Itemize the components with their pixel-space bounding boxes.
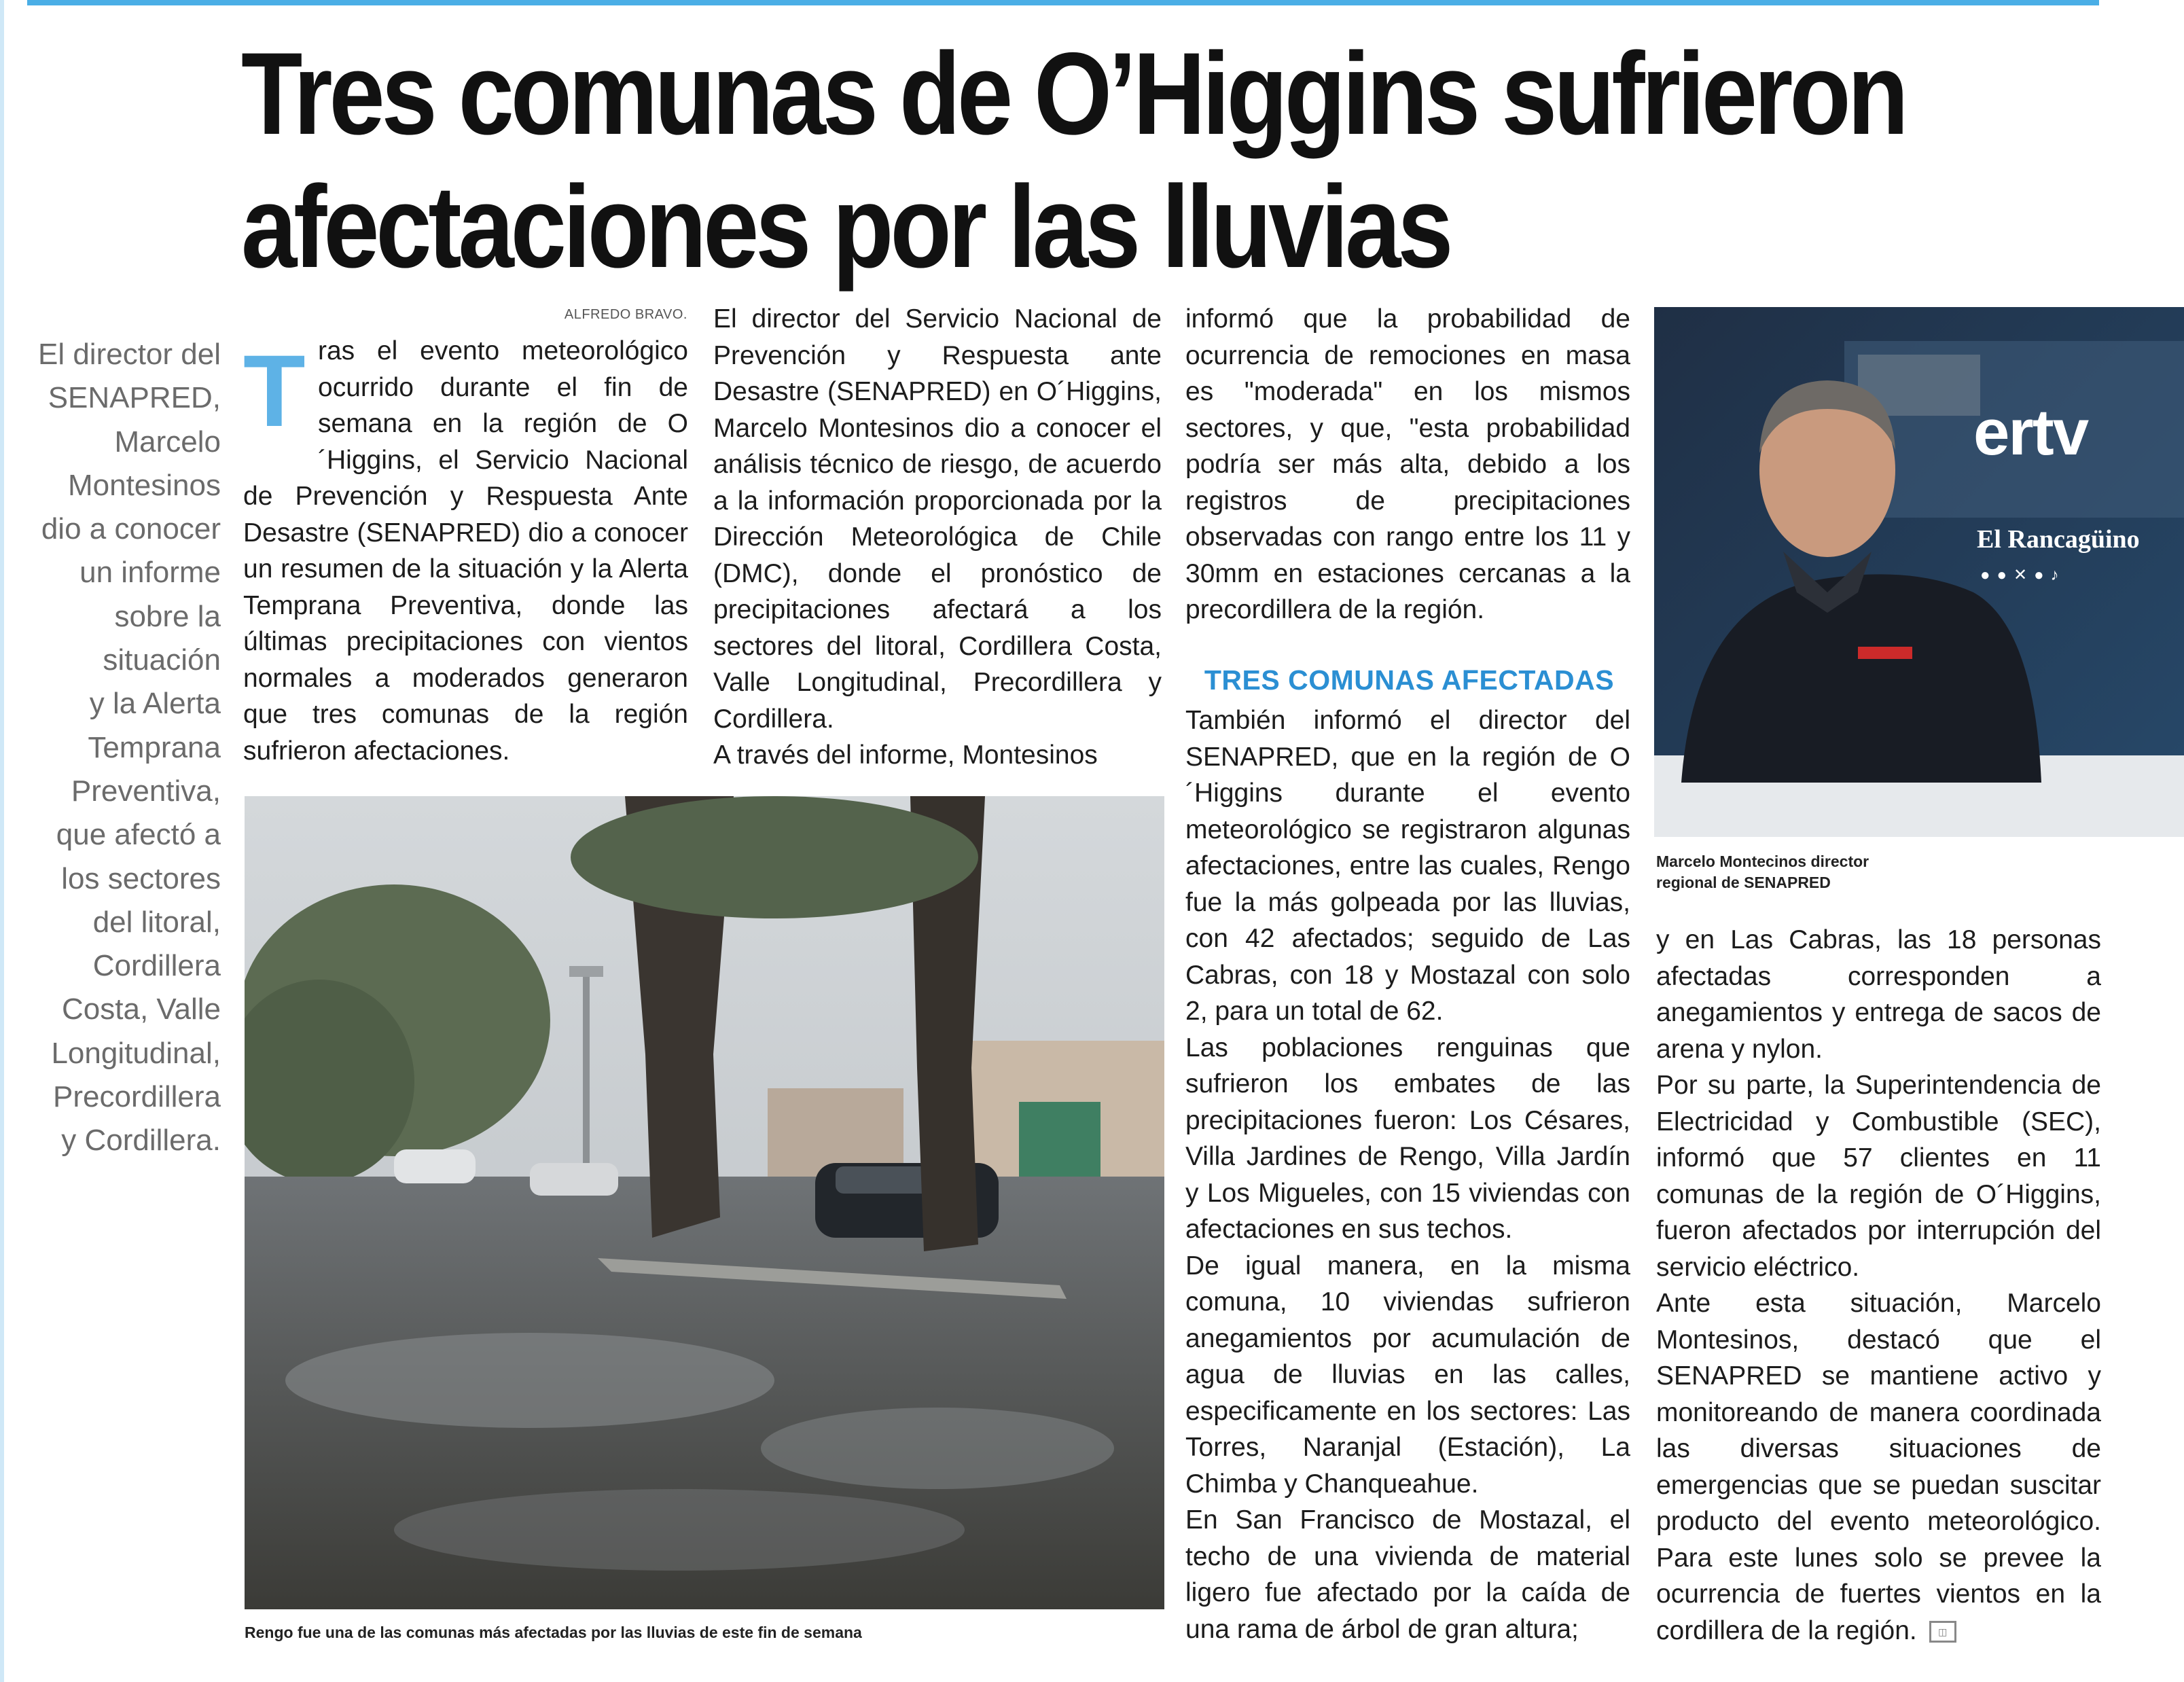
tiktok-icon: ♪ [2050, 566, 2066, 584]
dropcap: T [243, 334, 306, 448]
subhead-tres-comunas: TRES COMUNAS AFECTADAS [1204, 664, 1615, 696]
photo-caption: Rengo fue una de las comunas más afectadas por las lluvias de este fin de semana [245, 1624, 862, 1641]
tv-caption-line-1: Marcelo Montecinos director [1656, 853, 1869, 870]
sidebar-line: sobre la [114, 599, 221, 633]
sidebar-summary [14, 333, 221, 1163]
sidebar-line: Cordillera [92, 949, 221, 983]
sidebar-line: Marcelo [114, 425, 221, 459]
column-4-paragraph-2: Por su parte, la Superintendencia de Electricidad y Combustible (SEC), informó que 57 clientes en 11 comunas de la región de O´Higgins, fueron afectados por interrupción del servicio eléctrico. [1656, 1071, 2101, 1282]
column-3-top [1185, 301, 1630, 628]
column-4-paragraph-1: y en Las Cabras, las 18 personas afectadas corresponden a anegamientos y entrega de sacos de arena y nylon. [1656, 925, 2101, 1064]
sidebar-line: SENAPRED, [48, 381, 221, 415]
tv-interview-photo [1654, 307, 2184, 837]
sidebar-line: El director del [37, 338, 221, 371]
column-1-paragraph: ras el evento meteorológico ocurrido durante el fin de semana en la región de O´Higgins, el Servicio Nacional de Prevención y Respuesta Ante Desastre (SENAPRED) dio a conocer un resumen de la situación y la Alerta Temprana Preventiva, donde las últimas precipitaciones con vientos normales a moderados generaron que tres comunas de la región sufrieron afectaciones. [243, 336, 688, 766]
sidebar-line: Temprana [88, 730, 221, 764]
social-icons [1980, 565, 2066, 585]
ertv-logo: ertv [1973, 396, 2088, 469]
column-3-paragraph-1: informó que la probabilidad de ocurrencia de remociones en masa es "moderada" en los mismos sectores, y que, "esta probabilidad podría ser más alta, debido a los registros de precipitaciones observadas con rango entre los 11 y 30mm en estaciones cercanas a la precordillera de la región. [1185, 304, 1630, 624]
sidebar-line: un informe [79, 556, 221, 590]
left-margin-rule [0, 0, 4, 1682]
column-1 [243, 333, 688, 769]
tv-caption-line-2: regional de SENAPRED [1656, 874, 1831, 891]
sidebar-line: situación [103, 643, 221, 677]
sidebar-line: Longitudinal, [51, 1036, 221, 1070]
headline [241, 27, 1905, 293]
column-3-paragraph-3: Las poblaciones renguinas que sufrieron los embates de las precipitaciones fueron: Los Césares, Villa Jardines de Rengo, Villa Jardín y Los Migueles, con 15 viviendas con afectaciones en sus techos. [1185, 1033, 1630, 1244]
sidebar-line: Costa, Valle [62, 992, 221, 1026]
sidebar-line: Montesinos [67, 468, 221, 502]
column-2 [713, 301, 1162, 774]
sidebar-line: Precordillera [53, 1080, 221, 1114]
facebook-icon: ● [1980, 566, 1997, 584]
top-accent-bar [27, 0, 2099, 5]
tv-brand: El Rancagüino [1977, 525, 2140, 554]
column-4-paragraph-3 [1656, 1285, 2101, 1649]
headline-line-2: afectaciones por las lluvias [241, 162, 1450, 292]
sidebar-line: los sectores [61, 861, 221, 895]
byline: ALFREDO BRAVO. [564, 307, 687, 322]
column-3-paragraph-4: De igual manera, en la misma comuna, 10 viviendas sufrieron anegamientos por acumulación de agua de lluvias en las calles, especificamente en los sectores: Las Torres, Naranjal (Estación), La Chimba y Chanqueahue. [1185, 1251, 1630, 1499]
sidebar-line: dio a conocer [41, 512, 221, 546]
youtube-icon: ● [2034, 566, 2051, 584]
column-3-paragraph-5: En San Francisco de Mostazal, el techo de una vivienda de material ligero fue afectado por la caída de una rama de árbol de gran altura; [1185, 1505, 1630, 1644]
column-2-paragraph-2: A través del informe, Montesinos [713, 740, 1098, 770]
headline-line-1: Tres comunas de O’Higgins sufrieron [241, 29, 1905, 159]
x-icon: ✕ [2013, 566, 2035, 584]
tv-photo-caption [1656, 851, 1996, 893]
sidebar-line: del litoral, [92, 905, 221, 939]
column-4-paragraph-3-text: Ante esta situación, Marcelo Montesinos, destacó que el SENAPRED se mantiene activo y monitoreando de manera coordinada las diversas situaciones de emergencias que se puedan suscitar producto del evento meteorológico. Para este lunes solo se prevee la ocurrencia de fuertes vientos en la cordillera de la región. [1656, 1289, 2101, 1645]
column-4 [1656, 922, 2101, 1649]
instagram-icon: ● [1997, 566, 2013, 584]
end-of-article-icon: ◫ [1929, 1621, 1956, 1643]
street-rain-photo [245, 796, 1164, 1609]
sidebar-line: y Cordillera. [61, 1124, 221, 1158]
column-3-paragraph-2: También informó el director del SENAPRED, que en la región de O´Higgins durante el evento meteorológico se registraron algunas afectaciones, entre las cuales, Rengo fue la más golpeada por las lluvias, con 42 afectados; seguido de Las Cabras, con 18 y Mostazal con solo 2, para un total de 62. [1185, 706, 1630, 1026]
column-3-bottom [1185, 702, 1630, 1647]
sidebar-line: que afectó a [56, 818, 221, 852]
dropcap-spacer [243, 333, 318, 478]
sidebar-line: y la Alerta [89, 687, 221, 721]
sidebar-line: Preventiva, [71, 774, 221, 808]
column-2-paragraph-1: El director del Servicio Nacional de Prevención y Respuesta ante Desastre (SENAPRED) en O´Higgins, Marcelo Montesinos dio a conocer el análisis técnico de riesgo, de acuerdo a la información proporcionada por la Dirección Meteorológica de Chile (DMC), donde el pronóstico de precipitaciones afectará a los sectores del litoral, Cordillera Costa, Valle Longitudinal, Precordillera y Cordillera. [713, 304, 1162, 734]
